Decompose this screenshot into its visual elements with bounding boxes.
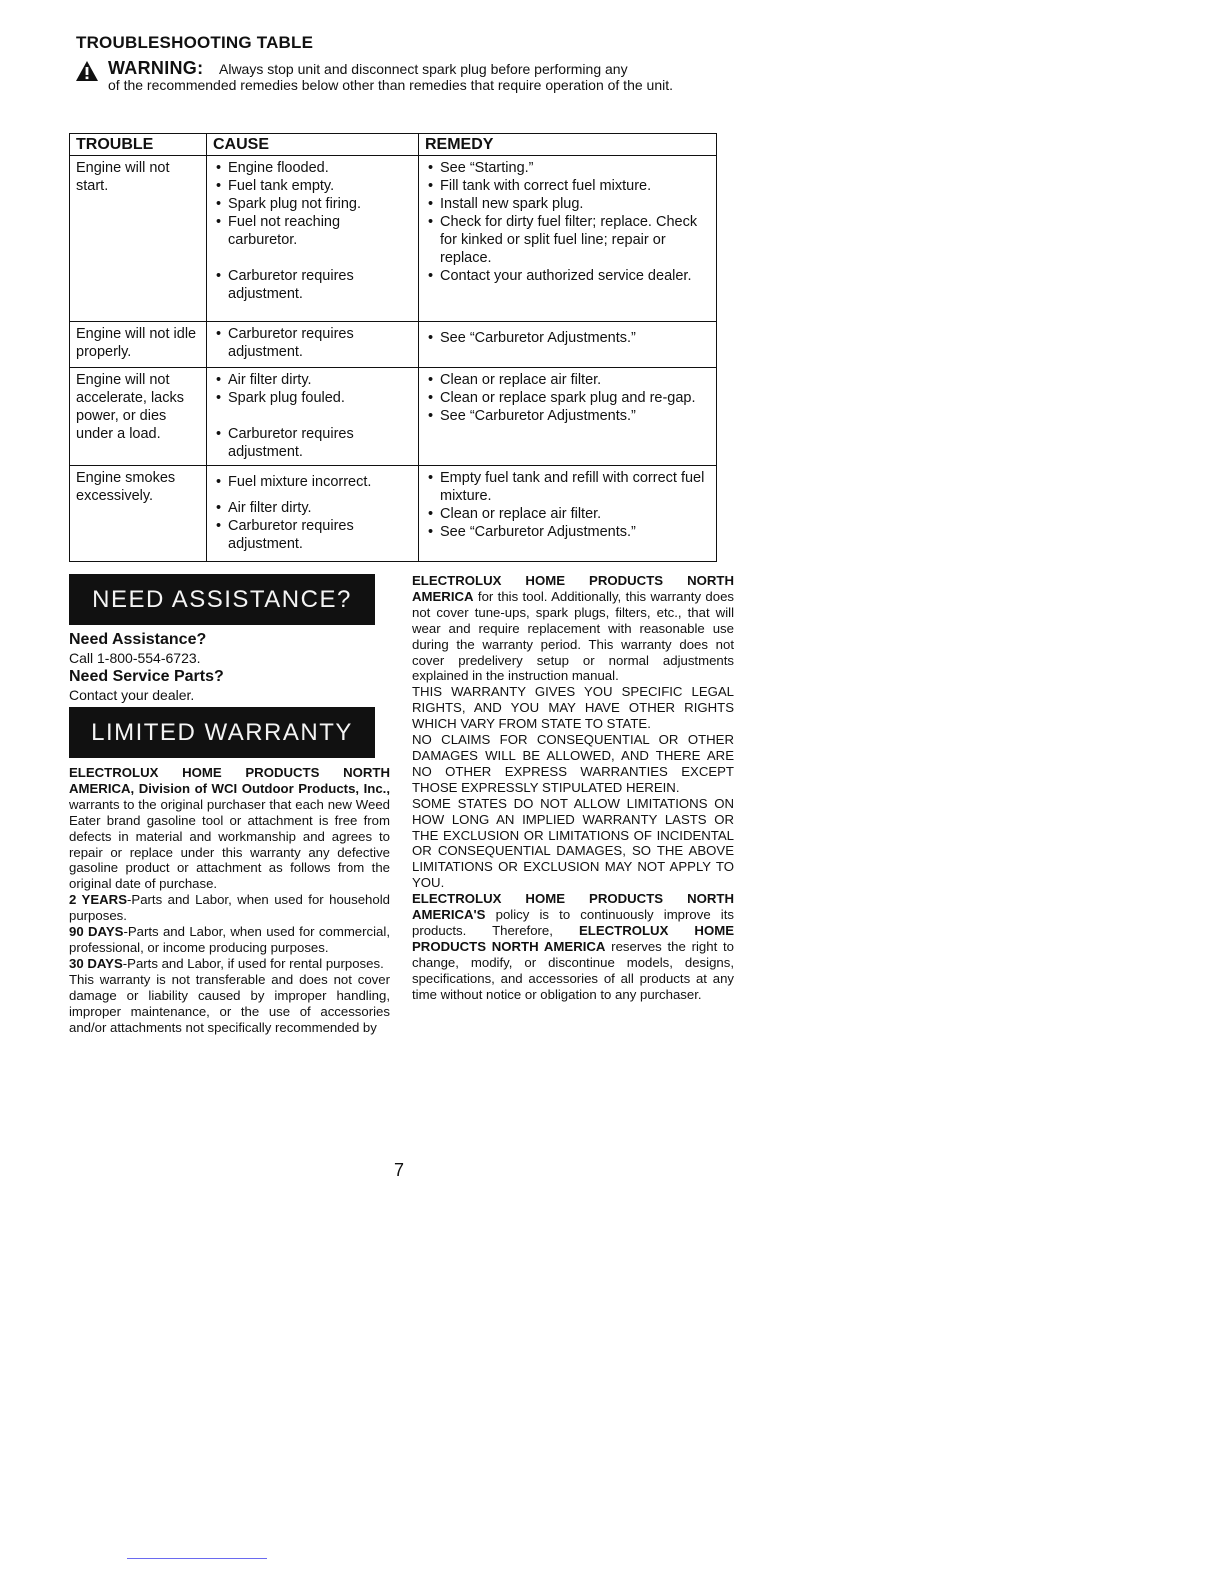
remedy-item: • See “Carburetor Adjustments.” xyxy=(440,407,710,425)
warranty-term xyxy=(69,892,390,924)
remedy-item: • Empty fuel tank and refill with correct fuel mixture. xyxy=(440,469,710,505)
term-label: 90 DAYS xyxy=(69,924,124,940)
header-cause: CAUSE xyxy=(207,134,419,156)
warning-text: Always stop unit and disconnect spark plug before performing any xyxy=(219,61,628,77)
trouble-cell: Engine will not idle properly. xyxy=(70,322,207,368)
cause-cell xyxy=(207,322,419,368)
service-parts-heading: Need Service Parts? xyxy=(69,668,224,685)
term-text: -Parts and Labor, if used for rental purposes. xyxy=(122,955,384,971)
cause-item: • Spark plug fouled. xyxy=(228,389,412,407)
remedy-item: • Install new spark plug. xyxy=(440,195,710,213)
warranty-column-right xyxy=(412,573,734,1002)
warranty-text: warrants to the original purchaser that each new Weed Eater brand gasoline tool or attachment is free from defects in material and workmanship and agrees to repair or replace under this warranty any defective gasoline product or attachment as follows from the original date of purchase. xyxy=(69,796,390,892)
remedy-item: • Clean or replace air filter. xyxy=(440,371,710,389)
remedy-item: • See “Carburetor Adjustments.” xyxy=(440,523,710,541)
warranty-term xyxy=(69,924,390,956)
cause-item: • Fuel tank empty. xyxy=(228,177,412,195)
table-row xyxy=(70,368,717,466)
warranty-term xyxy=(69,956,390,972)
cause-item: • Fuel not reaching carburetor. xyxy=(228,213,412,249)
warranty-text: This warranty is not transferable and does not cover damage or liability caused by improper handling, improper maintenance, or the use of accessories and/or attachments not specifically recommended by xyxy=(69,971,390,1035)
warranty-policy xyxy=(412,891,734,1002)
phone-number-text: Call 1-800-554-6723. xyxy=(69,650,201,666)
warranty-states: SOME STATES DO NOT ALLOW LIMITATIONS ON HOW LONG AN IMPLIED WARRANTY LASTS OR THE EXCLUSION OR LIMITATIONS OF INCIDENTAL OR CONSEQUENTIAL DAMAGES, SO THE ABOVE LIMITATIONS OR EXCLUSION MAY NOT APPLY TO YOU. xyxy=(412,795,734,891)
cause-item: • Fuel mixture incorrect. xyxy=(228,473,412,491)
term-label: 30 DAYS xyxy=(69,955,123,971)
cause-item: • Air filter dirty. xyxy=(228,371,412,389)
cause-cell xyxy=(207,156,419,322)
warranty-paragraph xyxy=(69,765,390,892)
company-name: ELECTROLUX HOME PRODUCTS NORTH AMERICA xyxy=(412,573,734,604)
term-text: -Parts and Labor, when used for commercial, professional, or income producing purposes. xyxy=(69,924,390,955)
remedy-item: • See “Carburetor Adjustments.” xyxy=(440,329,710,347)
warranty-column-left xyxy=(69,765,390,1035)
warranty-paragraph xyxy=(69,972,390,1036)
cause-cell xyxy=(207,368,419,466)
trouble-cell: Engine will not accelerate, lacks power, or dies under a load. xyxy=(70,368,207,466)
table-header-row xyxy=(70,134,717,156)
remedy-cell xyxy=(419,368,717,466)
trouble-cell: Engine will not start. xyxy=(70,156,207,322)
remedy-item: • Fill tank with correct fuel mixture. xyxy=(440,177,710,195)
need-assistance-heading: Need Assistance? xyxy=(69,631,207,648)
need-assistance-banner: NEED ASSISTANCE? xyxy=(69,574,375,625)
remedy-cell xyxy=(419,466,717,562)
service-parts-text: Contact your dealer. xyxy=(69,687,195,703)
table-row xyxy=(70,156,717,322)
remedy-item: • See “Starting.” xyxy=(440,159,710,177)
cause-item: • Spark plug not firing. xyxy=(228,195,412,213)
remedy-item: • Check for dirty fuel filter; replace. Check for kinked or split fuel line; repair or replace. xyxy=(440,213,710,267)
warranty-text: reserves the right to change, modify, or discontinue models, designs, specifications, and accessories of all products at any time without notice or obligation to any purchaser. xyxy=(412,938,734,1002)
warranty-text: policy is to continuously improve its products. Therefore, xyxy=(412,907,734,938)
remedy-cell xyxy=(419,156,717,322)
warning-text-continued: of the recommended remedies below other than remedies that require operation of the unit. xyxy=(108,77,673,93)
troubleshooting-table xyxy=(69,133,717,562)
warning-triangle-icon xyxy=(75,60,99,82)
trouble-cell: Engine smokes excessively. xyxy=(70,466,207,562)
company-name: ELECTROLUX HOME PRODUCTS NORTH AMERICA xyxy=(412,922,734,954)
warning-label: WARNING: xyxy=(108,58,204,78)
footer-rule xyxy=(127,1558,267,1559)
cause-item: • Carburetor requires adjustment. xyxy=(228,425,412,461)
cause-item: • Carburetor requires adjustment. xyxy=(228,517,412,553)
page-title: TROUBLESHOOTING TABLE xyxy=(76,33,314,52)
cause-item: • Engine flooded. xyxy=(228,159,412,177)
term-text: -Parts and Labor, when used for household purposes. xyxy=(69,892,390,924)
term-label: 2 YEARS xyxy=(69,892,127,908)
cause-cell xyxy=(207,466,419,562)
company-name: ELECTROLUX HOME PRODUCTS NORTH AMERICA, Division of WCI Outdoor Products, Inc., xyxy=(69,765,390,796)
remedy-item: • Clean or replace spark plug and re-gap. xyxy=(440,389,710,407)
cause-item: • Air filter dirty. xyxy=(228,499,412,517)
remedy-cell xyxy=(419,322,717,368)
remedy-item: • Contact your authorized service dealer. xyxy=(440,267,710,285)
warranty-text: for this tool. Additionally, this warranty does not cover tune-ups, spark plugs, filters, etc., that will wear and require replacement with reasonable use during the warranty period. This warranty does not cover predelivery setup or normal adjustments explained in the instruction manual. xyxy=(412,588,734,684)
page-number: 7 xyxy=(394,1160,405,1180)
table-row xyxy=(70,322,717,368)
warranty-claims: NO CLAIMS FOR CONSEQUENTIAL OR OTHER DAMAGES WILL BE ALLOWED, AND THERE ARE NO OTHER EXPRESS WARRANTIES EXCEPT THOSE EXPRESSLY STIPULATED HEREIN. xyxy=(412,732,734,795)
table-row xyxy=(70,466,717,562)
header-remedy: REMEDY xyxy=(419,134,717,156)
warranty-rights: THIS WARRANTY GIVES YOU SPECIFIC LEGAL RIGHTS, AND YOU MAY HAVE OTHER RIGHTS WHICH VARY FROM STATE TO STATE. xyxy=(412,684,734,732)
cause-item: • Carburetor requires adjustment. xyxy=(228,267,412,303)
header-trouble: TROUBLE xyxy=(70,134,207,156)
cause-item: • Carburetor requires adjustment. xyxy=(228,325,412,361)
company-name: ELECTROLUX HOME PRODUCTS NORTH AMERICA'S xyxy=(412,891,734,923)
remedy-item: • Clean or replace air filter. xyxy=(440,505,710,523)
warranty-paragraph xyxy=(412,573,734,684)
limited-warranty-banner: LIMITED WARRANTY xyxy=(69,707,375,758)
